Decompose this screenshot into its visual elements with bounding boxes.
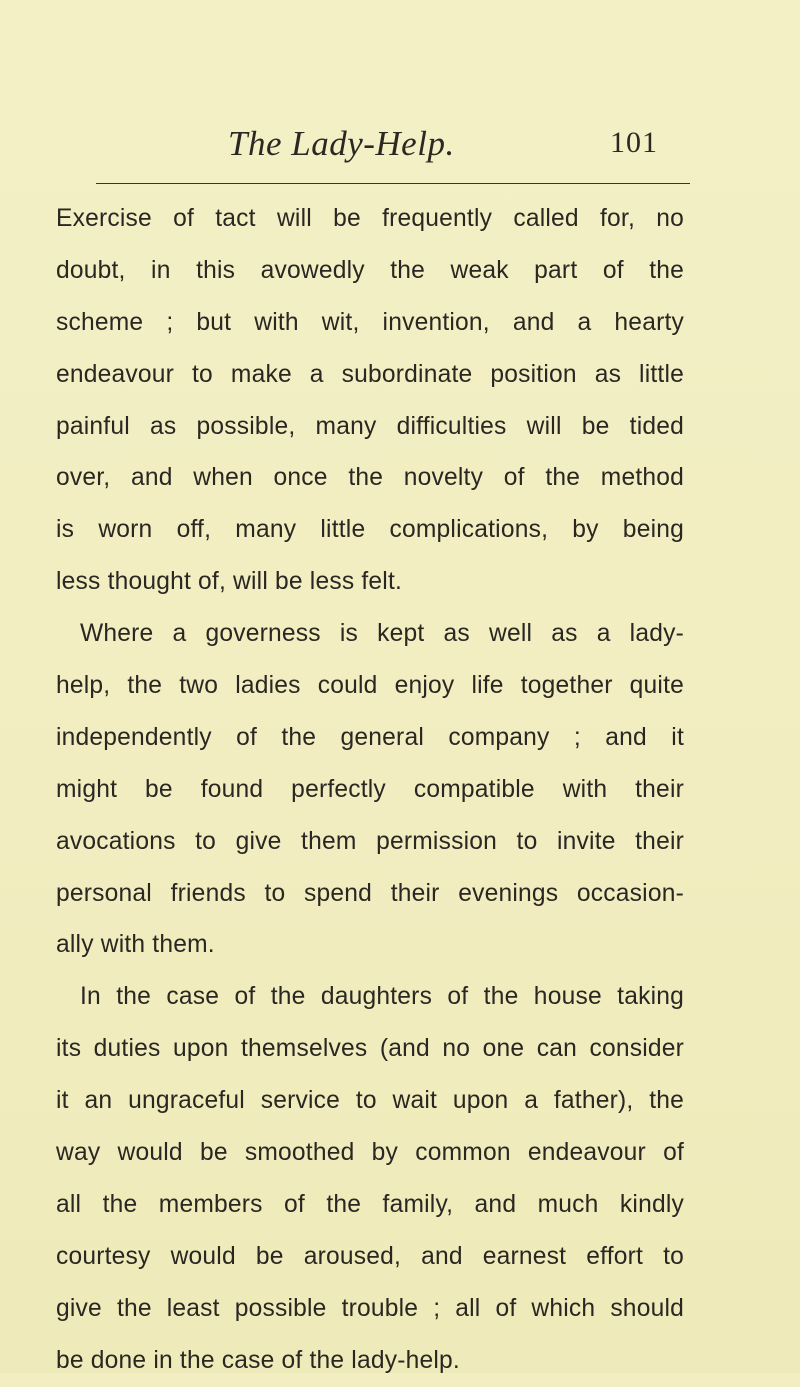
text-line: independently of the general company ; and it (56, 723, 684, 751)
text-line: less thought of, will be less felt. (56, 568, 403, 596)
text-line: Where a governess is kept as well as a lady- (80, 620, 684, 648)
text-line: scheme ; but with wit, invention, and a hearty (56, 308, 684, 336)
text-line: painful as possible, many difficulties will be tided (56, 412, 684, 440)
text-line: is worn off, many little complications, by being (56, 516, 684, 544)
text-line: Exercise of tact will be frequently called for, no (56, 205, 684, 232)
text-line: help, the two ladies could enjoy life together quite (56, 672, 684, 700)
running-head (0, 124, 800, 174)
text-line: over, and when once the novelty of the method (56, 464, 684, 492)
text-line: give the least possible trouble ; all of which should (56, 1294, 684, 1322)
text-line: avocations to give them permission to invite their (56, 827, 684, 855)
body-text (56, 193, 684, 1386)
text-line: be done in the case of the lady-help. (56, 1346, 460, 1374)
text-line: endeavour to make a subordinate position as little (56, 360, 684, 388)
text-line: personal friends to spend their evenings occasion- (56, 879, 684, 907)
text-line: all the members of the family, and much kindly (56, 1190, 684, 1218)
page-number: 101 (610, 126, 658, 159)
text-line: doubt, in this avowedly the weak part of the (56, 256, 684, 284)
text-line: might be found perfectly compatible with their (56, 775, 684, 803)
text-line: ally with them. (56, 931, 215, 959)
text-line: it an ungraceful service to wait upon a father), the (56, 1087, 684, 1115)
text-line: courtesy would be aroused, and earnest effort to (56, 1242, 684, 1270)
header-rule (96, 183, 690, 184)
text-line: In the case of the daughters of the house taking (80, 983, 684, 1011)
running-title: The Lady-Help. (228, 124, 455, 163)
text-line: way would be smoothed by common endeavour of (56, 1139, 684, 1167)
text-line: its duties upon themselves (and no one can consider (56, 1035, 684, 1063)
